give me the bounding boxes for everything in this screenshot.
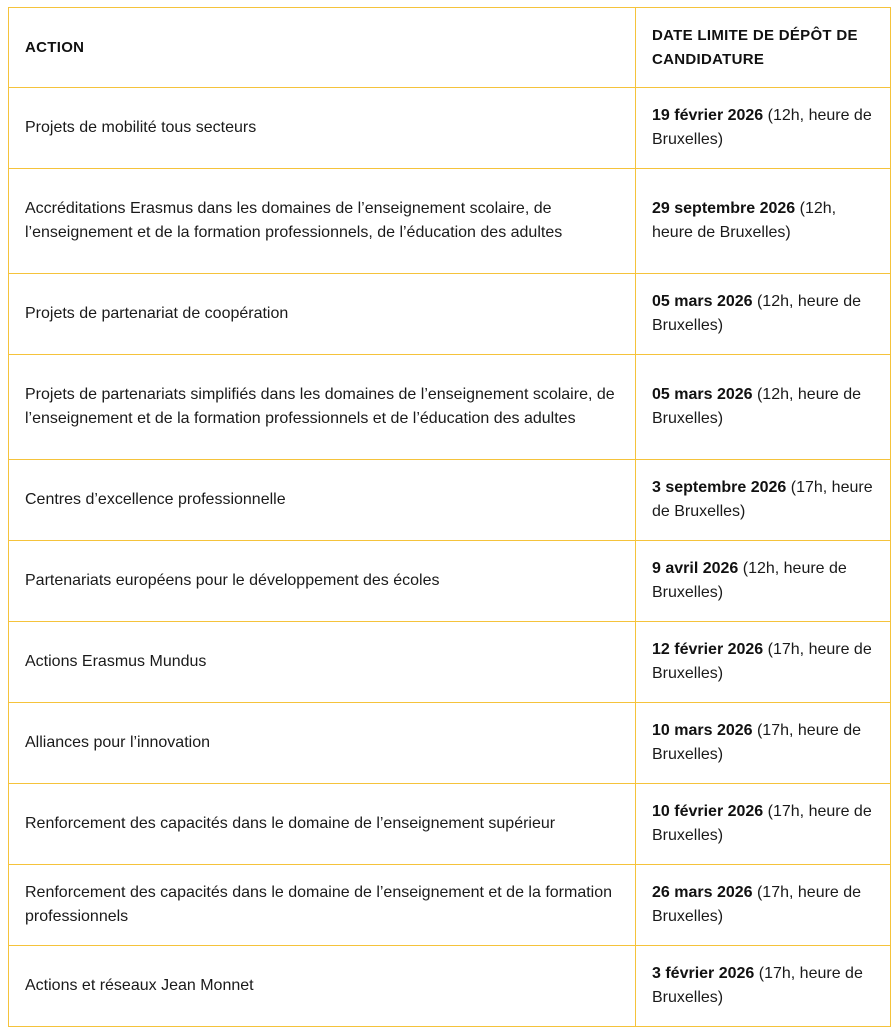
deadline-time-note: (17h, heure de Bruxelles): [652, 884, 862, 925]
deadline-cell: [636, 784, 891, 865]
deadline-cell: [636, 865, 891, 946]
deadline-time-note: (17h, heure de Bruxelles): [652, 965, 863, 1006]
deadline-cell: [636, 355, 891, 460]
deadline-date: 3 février 2026: [652, 965, 755, 982]
deadline-date: 9 avril 2026: [652, 560, 739, 577]
table-row: [9, 703, 891, 784]
table-row: [9, 946, 891, 1027]
deadline-cell: [636, 169, 891, 274]
deadline-time-note: (17h, heure de Bruxelles): [652, 641, 872, 682]
table-row: [9, 622, 891, 703]
table-row: [9, 865, 891, 946]
action-cell: Actions et réseaux Jean Monnet: [9, 946, 636, 1027]
action-cell: Projets de mobilité tous secteurs: [9, 88, 636, 169]
table-row: [9, 355, 891, 460]
deadline-time-note: (17h, heure de Bruxelles): [652, 722, 862, 763]
deadline-cell: [636, 622, 891, 703]
table-row: [9, 88, 891, 169]
deadline-time-note: (12h, heure de Bruxelles): [652, 200, 837, 241]
action-cell: Actions Erasmus Mundus: [9, 622, 636, 703]
deadline-cell: [636, 541, 891, 622]
table-row: [9, 460, 891, 541]
deadline-date: 10 février 2026: [652, 803, 764, 820]
table-header-row: [9, 8, 891, 88]
deadline-date: 3 septembre 2026: [652, 479, 787, 496]
deadline-time-note: (12h, heure de Bruxelles): [652, 107, 872, 148]
action-cell: Renforcement des capacités dans le domaine de l’enseignement supérieur: [9, 784, 636, 865]
deadline-time-note: (12h, heure de Bruxelles): [652, 560, 847, 601]
table-row: [9, 169, 891, 274]
deadline-time-note: (12h, heure de Bruxelles): [652, 386, 862, 427]
deadline-cell: [636, 88, 891, 169]
deadlines-table: [8, 7, 891, 1027]
deadline-cell: [636, 460, 891, 541]
action-cell: Centres d’excellence professionnelle: [9, 460, 636, 541]
deadline-date: 19 février 2026: [652, 107, 764, 124]
header-deadline: DATE LIMITE DE DÉPÔT DE CANDIDATURE: [636, 8, 891, 88]
deadline-date: 12 février 2026: [652, 641, 764, 658]
deadline-cell: [636, 703, 891, 784]
deadline-time-note: (12h, heure de Bruxelles): [652, 293, 862, 334]
table-row: [9, 541, 891, 622]
deadline-time-note: (17h, heure de Bruxelles): [652, 803, 872, 844]
action-cell: Renforcement des capacités dans le domaine de l’enseignement et de la formation professionnels: [9, 865, 636, 946]
deadline-date: 29 septembre 2026: [652, 200, 796, 217]
action-cell: Projets de partenariat de coopération: [9, 274, 636, 355]
table-row: [9, 784, 891, 865]
deadline-date: 26 mars 2026: [652, 884, 753, 901]
deadline-date: 10 mars 2026: [652, 722, 753, 739]
deadline-date: 05 mars 2026: [652, 386, 753, 403]
deadline-date: 05 mars 2026: [652, 293, 753, 310]
action-cell: Projets de partenariats simplifiés dans les domaines de l’enseignement scolaire, de l’enseignement et de la formation professionnels et de l’éducation des adultes: [9, 355, 636, 460]
deadline-cell: [636, 946, 891, 1027]
deadline-cell: [636, 274, 891, 355]
table-row: [9, 274, 891, 355]
action-cell: Alliances pour l’innovation: [9, 703, 636, 784]
action-cell: Accréditations Erasmus dans les domaines de l’enseignement scolaire, de l’enseignement et de la formation professionnels, de l’éducation des adultes: [9, 169, 636, 274]
table-body: [9, 88, 891, 1027]
deadline-time-note: (17h, heure de Bruxelles): [652, 479, 873, 520]
header-action: ACTION: [9, 8, 636, 88]
action-cell: Partenariats européens pour le développement des écoles: [9, 541, 636, 622]
